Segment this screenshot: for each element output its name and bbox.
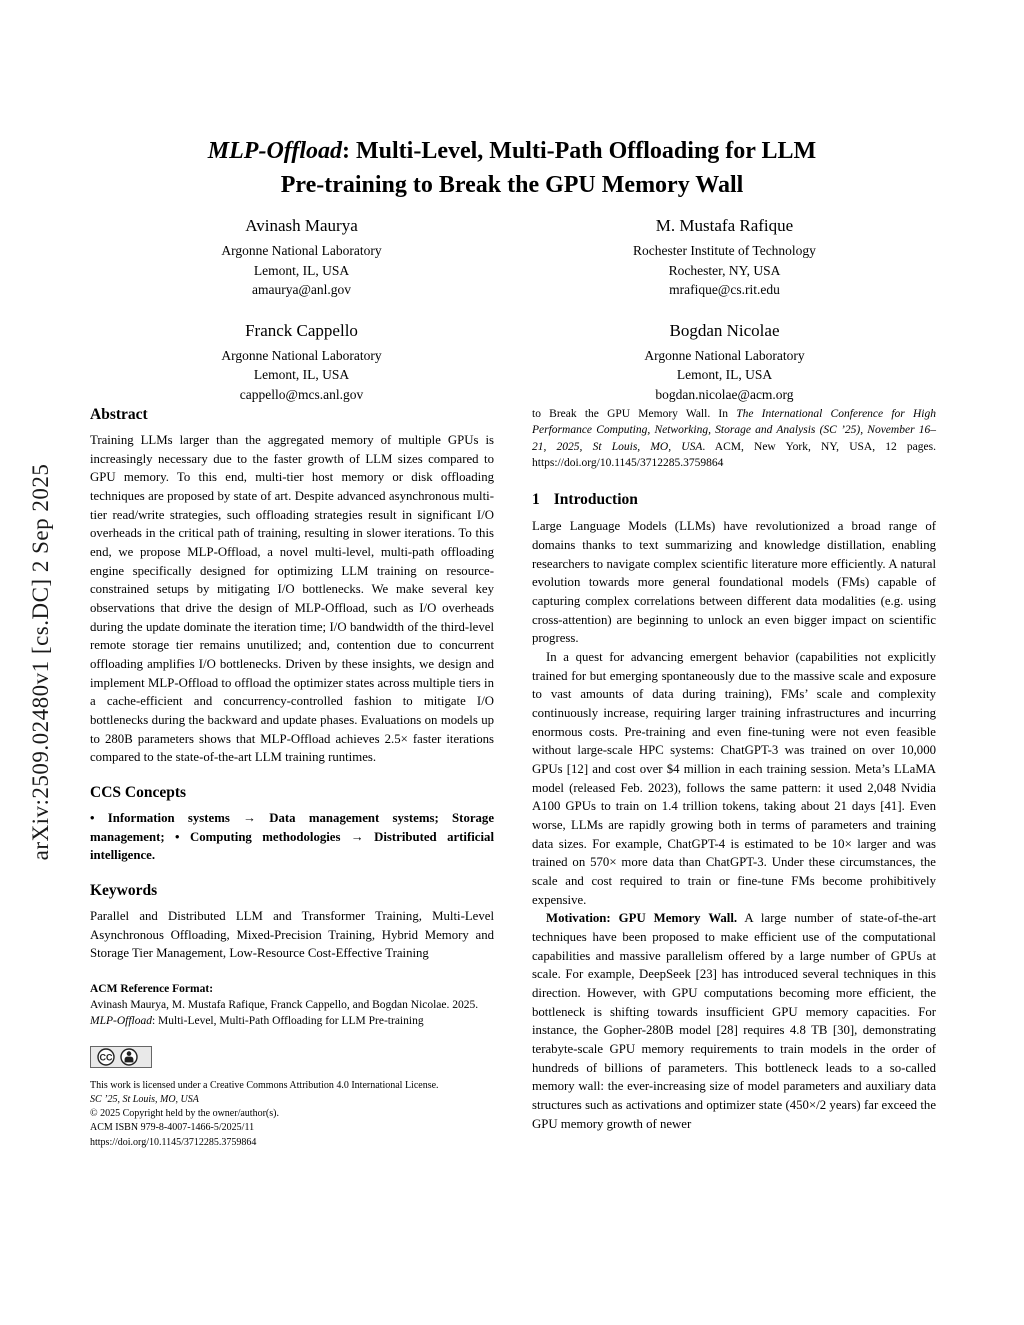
intro-paragraph-2: In a quest for advancing emergent behavior (capabilities not explicitly trained for but emerging spontaneously due to the massive scale and exposure to vast amounts of data during training), FMs’ scale and complexity continuously increase, requiring larger training infrastructures and incurring enormous costs. Pre-training and even fine-tuning were not even feasible without large-scale HPC systems: ChatGPT-3 was trained on over 10,000 GPUs [12] and cost over $4 million in each training session. Meta’s LLaMA model (released Feb. 2023), follows the same pattern: it used 2,048 Nvidia A100 GPUs to train on 1.4 trillion tokens, taking about 21 days [41]. Even worse, LLMs are rapidly growing both in terms of parameters and training data sizes. For example, ChatGPT-4 is estimated to be 10× larger and was trained on 570× more data than ChatGPT-3. Under these circumstances, the scale and cost required to train or fine-tune FMs become prohibitively expensive.	[532, 650, 936, 907]
author-email[interactable]: bogdan.nicolae@acm.org	[655, 386, 794, 402]
author-block-3	[90, 321, 513, 405]
intro-paragraph-1: Large Language Models (LLMs) have revolutionized a broad range of domains thanks to text summarizing and knowledge distillation, enabling researchers to navigate complex scientific literature more efficiently. A natural evolution towards more general foundational models (FMs) capable of capturing complex correlations between different data modalities (e.g. using cross-attention) are beginning to unlock an even bigger impact on scientific progress.	[532, 519, 936, 646]
arxiv-label: arXiv:2509.02480v1 [cs.DC] 2 Sep 2025	[28, 463, 53, 861]
title-line2: Pre-training to Break the GPU Memory Wall	[280, 172, 744, 199]
author-email[interactable]: amaurya@anl.gov	[251, 282, 352, 298]
paper-title	[60, 134, 964, 202]
title-line1	[60, 134, 964, 168]
acm-ref-part1: Avinash Maurya, M. Mustafa Rafique, Franck Cappello, and Bogdan Nicolae. 2025.	[90, 999, 479, 1012]
author-block-1	[90, 216, 513, 300]
abstract-heading: Abstract	[90, 406, 148, 423]
paper-body	[90, 406, 936, 1150]
acm-reference-block	[90, 983, 494, 1030]
motivation-lead: Motivation: GPU Memory Wall.	[546, 911, 738, 926]
license-isbn: ACM ISBN 979-8-4007-1466-5/2025/11	[90, 1122, 255, 1134]
author-email[interactable]: cappello@mcs.anl.gov	[239, 386, 364, 402]
ref-cont-doi-link[interactable]: https://doi.org/10.1145/3712285.3759864	[532, 456, 724, 469]
author-name: Franck Cappello	[245, 320, 358, 340]
author-affiliation: Argonne National Laboratory	[221, 243, 382, 258]
author-name: Bogdan Nicolae	[669, 320, 780, 340]
acm-ref-text	[90, 998, 494, 1030]
ref-cont-italic: The International Conference for High Performance Computing, Networking, Storage and Analysis (SC ’25), November 16–21, 2025, St Louis, MO, USA	[532, 408, 936, 453]
author-location: Lemont, IL, USA	[676, 367, 773, 383]
author-affiliation: Argonne National Laboratory	[644, 347, 805, 363]
right-column	[532, 406, 936, 1150]
ccs-heading: CCS Concepts	[90, 784, 187, 802]
license-block	[90, 1046, 494, 1150]
author-affiliation: Rochester Institute of Technology	[633, 243, 816, 258]
author-block-4	[513, 321, 936, 405]
author-affiliation: Argonne National Laboratory	[221, 347, 382, 363]
svg-text:CC: CC	[99, 1052, 113, 1063]
motivation-paragraph	[532, 909, 936, 1133]
acm-ref-heading: ACM Reference Format:	[90, 983, 214, 996]
author-block-2	[513, 216, 936, 300]
ref-cont-part2: . ACM, New York, NY, USA, 12 pages.	[702, 440, 936, 453]
acm-ref-part2: : Multi-Level, Multi-Path Offloading for LLM Pre-training	[151, 1014, 424, 1027]
left-column	[90, 406, 494, 1150]
author-name: Avinash Maurya	[245, 216, 358, 235]
author-location: Lemont, IL, USA	[253, 262, 350, 278]
license-statement: This work is licensed under a Creative Commons Attribution 4.0 International License.	[90, 1079, 439, 1091]
authors-grid	[90, 216, 936, 404]
license-copyright: © 2025 Copyright held by the owner/author(s).	[90, 1108, 279, 1120]
section-title: Introduction	[553, 491, 638, 509]
acm-ref-italic: MLP-Offload	[90, 1014, 152, 1027]
section-number: 1	[532, 491, 540, 509]
ccs-text: • Information systems → Data management systems; Storage management; • Computing methodologies → Distributed artificial intelligence.	[90, 811, 494, 863]
keywords-text: Parallel and Distributed LLM and Transformer Training, Multi-Level Asynchronous Offloading, Mixed-Precision Training, Hybrid Memory and Storage Tier Management, Low-Resource Cost-Effective Training	[90, 909, 494, 961]
cc-by-badge-icon[interactable]	[90, 1046, 152, 1073]
author-name: M. Mustafa Rafique	[655, 216, 794, 235]
ref-cont-part1: to Break the GPU Memory Wall. In	[532, 408, 737, 420]
keywords-heading: Keywords	[90, 882, 158, 900]
introduction-heading	[532, 491, 936, 509]
author-location: Lemont, IL, USA	[253, 367, 350, 383]
license-doi-link[interactable]: https://doi.org/10.1145/3712285.3759864	[90, 1136, 257, 1148]
author-location: Rochester, NY, USA	[668, 262, 781, 278]
motivation-text: A large number of state-of-the-art techniques have been proposed to make efficient use of the computational capabilities and massive parallelism offered by a large number of GPUs at scale. For example, DeepSeek [23] has introduced several techniques in this direction. However, with GPU computations becoming more efficient, the bottleneck is shifting towards insufficient GPU memory capacities. For instance, the Gopher-280B model [28] requires 4.8 TB [30], demonstrating terabyte-scale GPU memory requirements to train models in the order of hundreds of billions of parameters. This bottleneck leads to a so-called memory wall: the ever-increasing size of model parameters and auxiliary data structures such as activations and optimizer state (450×/2 years) far exceed the GPU memory growth of newer	[532, 911, 936, 1131]
author-email[interactable]: mrafique@cs.rit.edu	[669, 282, 780, 298]
license-venue: SC ’25, St Louis, MO, USA	[90, 1094, 199, 1106]
title-italic-part: MLP-Offload	[207, 138, 342, 164]
reference-continuation	[532, 406, 936, 471]
abstract-text: Training LLMs larger than the aggregated memory of multiple GPUs is increasingly necessary due to the faster growth of LLM sizes compared to GPU memory. To this end, multi-tier host memory or disk offloading techniques are proposed by state of art. Despite advanced asynchronous multi-tier read/write strategies, such offloading strategies result in significant I/O overheads in the critical path of training, resulting in slower iterations. To this end, we propose MLP-Offload, a novel multi-level, multi-path offloading engine specifically designed for optimizing LLM training on resource-constrained setups by mitigating I/O bottlenecks. We make several key observations that drive the design of MLP-Offload, such as I/O overheads during the update dominate the iteration time; I/O bandwidth of the third-level remote storage tier remains unutilized; and, contention due to concurrent offloading amplifies I/O bottlenecks. Driven by these insights, we design and implement MLP-Offload to offload the optimizer states across multiple tiers in a cache-efficient and concurrency-controlled fashion to mitigate I/O bottlenecks during the backward and update phases. Evaluations on models up to 280B parameters shows that MLP-Offload achieves 2.5× faster iterations compared to the state-of-the-art LLM training runtimes.	[90, 433, 494, 765]
title-line1-rest: : Multi-Level, Multi-Path Offloading for LLM	[342, 138, 817, 164]
arxiv-watermark	[28, 382, 56, 942]
